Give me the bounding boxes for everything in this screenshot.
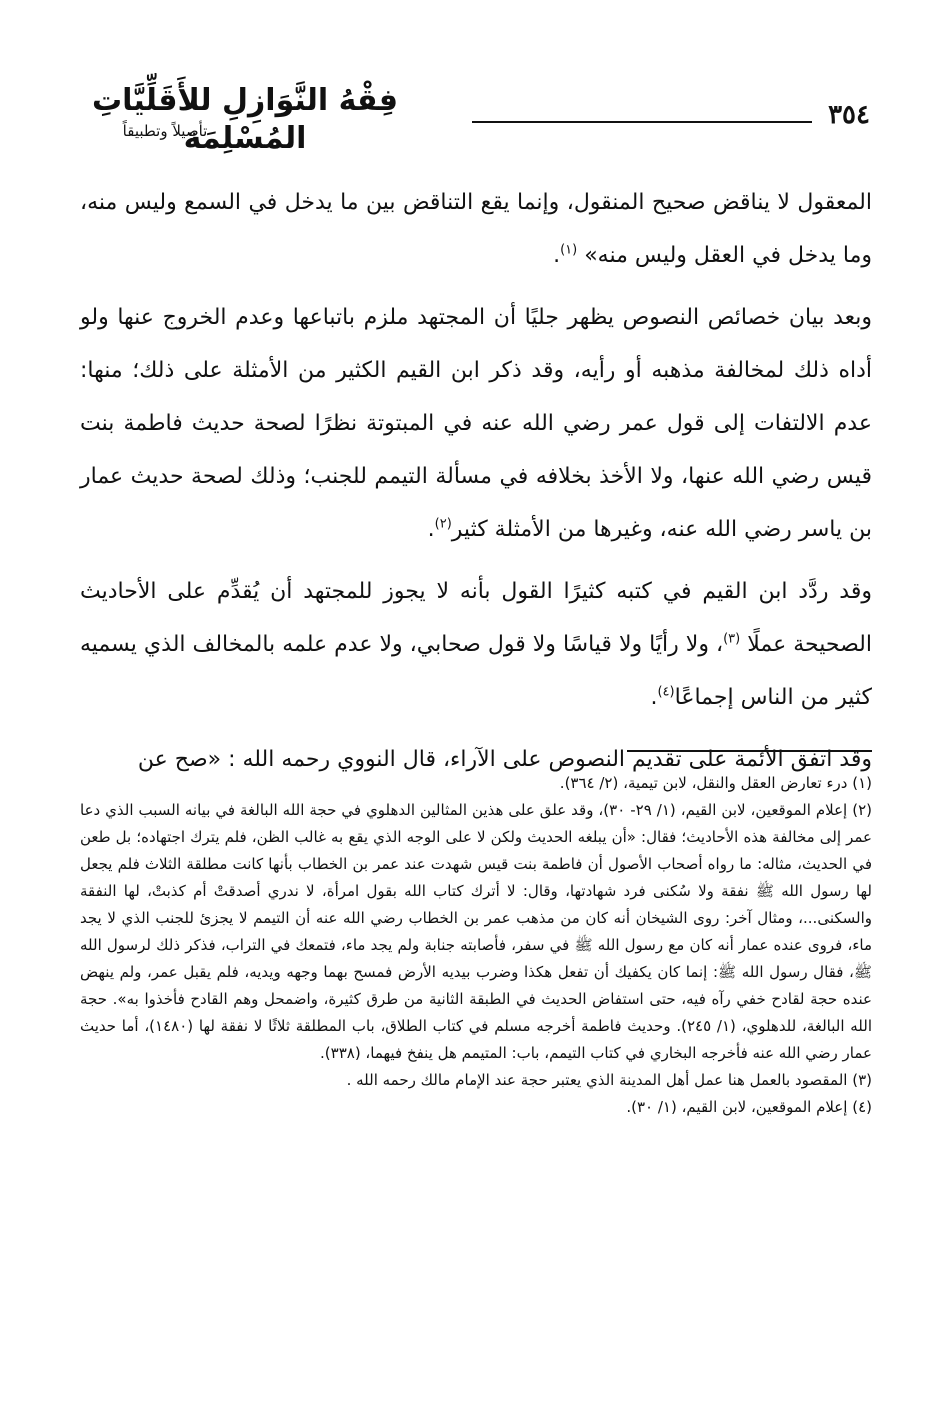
paragraph-2: وبعد بيان خصائص النصوص يظهر جليًا أن المجتهد ملزم باتباعها وعدم الخروج عنها ولو أداه ذلك لمخالفة مذهبه أو رأيه، وقد ذكر ابن القيم الكثير من الأمثلة على ذلك؛ منها: عدم الالتفات إلى قول عمر رضي الله عنه في المبتوتة نظرًا لصحة حديث فاطمة بنت قيس رضي الله عنها، ولا الأخذ بخلافه في مسألة التيمم للجنب؛ وذلك لصحة حديث عمار بن ياسر رضي الله عنه، وغيرها من الأمثلة كثير$^{(٢)}$. xyxy=(80,305,872,542)
footnote-4-number: (٤) xyxy=(852,1098,872,1116)
footnote-2 xyxy=(80,797,872,1067)
main-text xyxy=(80,176,872,795)
footnote-1 xyxy=(80,770,872,797)
footnote-ref-2: (٢) xyxy=(434,516,452,532)
header-rule xyxy=(472,121,812,123)
page-number: ٣٥٤ xyxy=(828,100,870,130)
footnote-4-text: إعلام الموقعين، لابن القيم، (١/ ٣٠). xyxy=(626,1098,848,1116)
paragraph-1-text: المعقول لا يناقض صحيح المنقول، وإنما يقع التناقض بين ما يدخل في السمع وليس منه، وما يدخل في العقل وليس منه» xyxy=(80,190,872,268)
footnote-ref-1: (١) xyxy=(560,242,578,258)
footnote-1-number: (١) xyxy=(852,774,872,792)
book-subtitle: تأصيلاً وتطبيقاً xyxy=(122,122,208,140)
footnote-ref-3: (٣) xyxy=(723,631,741,647)
paragraph-4-text: وقد اتفق الأئمة على تقديم النصوص على الآراء، قال النووي رحمه الله : «صح عن xyxy=(137,747,872,772)
footnote-1-text: درء تعارض العقل والنقل، لابن تيمية، (٢/ ٣٦٤). xyxy=(559,774,848,792)
paragraph-3: وقد ردَّد ابن القيم في كتبه كثيرًا القول بأنه لا يجوز للمجتهد أن يُقدِّم على الأحاديث الصحيحة عملًا $^{(٣)}$، ولا رأيًا ولا قياسًا ولا قول صحابي، ولا عدم علمه بالمخالف الذي يسميه كثير من الناس إجماعًا$^{(٤)}$. xyxy=(80,579,872,710)
footnote-4 xyxy=(80,1094,872,1121)
paragraph-3-text-a: وقد ردَّد ابن القيم في كتبه كثيرًا القول بأنه لا يجوز للمجتهد أن يُقدِّم على الأحاديث الصحيحة عملًا xyxy=(80,579,872,657)
footnote-2-number: (٢) xyxy=(852,801,872,819)
paragraph-3-text-b: ، ولا رأيًا ولا قياسًا ولا قول صحابي، ولا عدم علمه بالمخالف الذي يسميه كثير من الناس إجماعًا xyxy=(80,632,872,710)
paragraph-2-text: وبعد بيان خصائص النصوص يظهر جليًا أن المجتهد ملزم باتباعها وعدم الخروج عنها ولو أداه ذلك لمخالفة مذهبه أو رأيه، وقد ذكر ابن القيم الكثير من الأمثلة على ذلك؛ منها: عدم الالتفات إلى قول عمر رضي الله عنه في المبتوتة نظرًا لصحة حديث فاطمة بنت قيس رضي الله عنها، ولا الأخذ بخلافه في مسألة التيمم للجنب؛ وذلك لصحة حديث عمار بن ياسر رضي الله عنه، وغيرها من الأمثلة كثير xyxy=(80,305,872,542)
footnote-ref-4: (٤) xyxy=(657,684,675,700)
footnote-3 xyxy=(80,1067,872,1094)
book-title: فِقْهُ النَّوَازِلِ للأَقَلِّيَّاتِ المُسْلِمَة xyxy=(91,83,399,156)
footnote-separator xyxy=(627,750,872,752)
footnotes xyxy=(80,770,872,1121)
footnote-3-text: المقصود بالعمل هنا عمل أهل المدينة الذي يعتبر حجة عند الإمام مالك رحمه الله . xyxy=(346,1071,848,1089)
footnote-2-text: إعلام الموقعين، لابن القيم، (١/ ٢٩- ٣٠)، وقد علق على هذين المثالين الدهلوي في حجة الله البالغة في بيانه السبب الذي دعا عمر إلى مخالفة هذه الأحاديث؛ فقال: «أن يبلغه الحديث ولكن لا على الوجه الذي يقع به غالب الظن، فلم يترك اجتهاده؛ بل طعن في الحديث، مثاله: ما رواه أصحاب الأصول أن فاطمة بنت قيس شهدت عند عمر بن الخطاب بأنها كانت مطلقة الثلاث فلم يجعل لها رسول الله ﷺ نفقة ولا سُكنى فرد شهادتها، وقال: لا أترك كتاب الله بقول امرأة، لا ندري أصدقتْ أم كذبتْ، لها النفقة والسكنى...، ومثال آخر: روى الشيخان أنه كان من مذهب عمر بن الخطاب رضي الله عنه أن التيمم لا يجزئ للجنب الذي لا يجد ماء، فروى عنده عمار أنه كان مع رسول الله ﷺ في سفر، فأصابته جنابة ولم يجد ماء، فتمعك في التراب، فذكر ذلك لرسول الله ﷺ، فقال رسول الله ﷺ: إنما كان يكفيك أن تفعل هكذا وضرب بيديه الأرض فمسح بهما وجهه ويديه، فلم يقبل عمر، ولم ينهض عنده حجة لقادح خفي رآه فيه، حتى استفاض الحديث في الطبقة الثانية من طرق كثيرة، واضمحل وهم القادح فأخذوا به». حجة الله البالغة، للدهلوي، (١/ ٢٤٥). وحديث فاطمة أخرجه مسلم في كتاب الطلاق، باب المطلقة ثلاثًا لا نفقة لها (١٤٨٠)، أما حديث عمار رضي الله عنه فأخرجه البخاري في كتاب التيمم، باب: المتيمم هل ينفخ فيهما، (٣٣٨). xyxy=(80,801,873,1062)
footnote-3-number: (٣) xyxy=(852,1071,872,1089)
paragraph-1: المعقول لا يناقض صحيح المنقول، وإنما يقع التناقض بين ما يدخل في السمع وليس منه، وما يدخل في العقل وليس منه» $^{(١)}$. xyxy=(80,190,872,268)
page-header xyxy=(80,78,870,156)
